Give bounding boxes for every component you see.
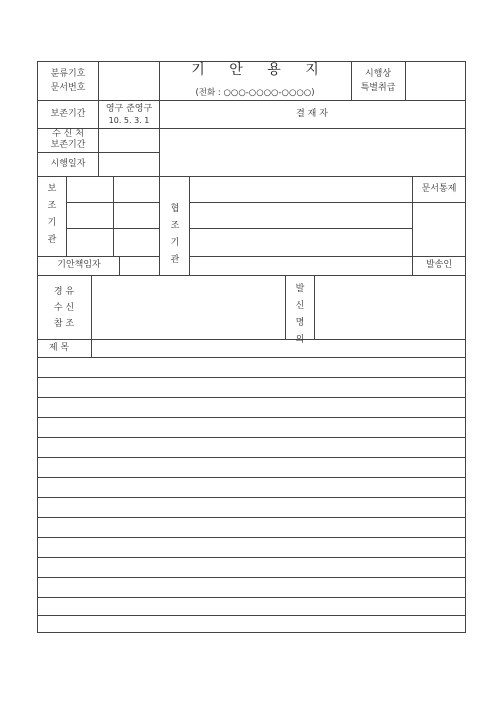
to-label: 수 신	[53, 303, 75, 313]
subject-label: 제 목	[48, 343, 70, 353]
reference-label: 참 조	[53, 319, 75, 329]
drafter-label: 기안책임자	[57, 260, 101, 270]
special-handling-label-1: 시행상	[364, 69, 392, 79]
form-title: 기 안 용 지	[191, 62, 329, 78]
document-number-label: 문서번호	[50, 83, 86, 93]
special-handling-label-2: 특별취급	[360, 83, 396, 93]
cooperating-agency-label: 협 조 기 관	[170, 204, 180, 265]
recipient-label: 수 신 처	[52, 129, 84, 139]
phone-line: (전화 : ○○○-○○○○-○○○○)	[195, 88, 315, 98]
approver-header: 결 재 자	[296, 109, 328, 119]
assisting-agency-label: 보 조 기 관	[47, 184, 57, 245]
effective-date-label: 시행일자	[50, 159, 86, 169]
retention-label: 보존기간	[50, 109, 86, 119]
draft-form	[37, 61, 466, 633]
form-grid	[37, 61, 466, 633]
recipient-retention-label: 보존기간	[50, 140, 86, 150]
via-label: 경 유	[53, 287, 75, 297]
classification-code-label: 분류기호	[50, 69, 86, 79]
doc-control-label: 문서통제	[421, 184, 457, 194]
dispatcher-label: 발송인	[425, 260, 453, 270]
sender-name-label: 발 신 명 의	[295, 284, 305, 345]
retention-value-2: 10. 5. 3. 1	[108, 116, 150, 125]
retention-value-1: 영구 준영구	[105, 104, 153, 114]
